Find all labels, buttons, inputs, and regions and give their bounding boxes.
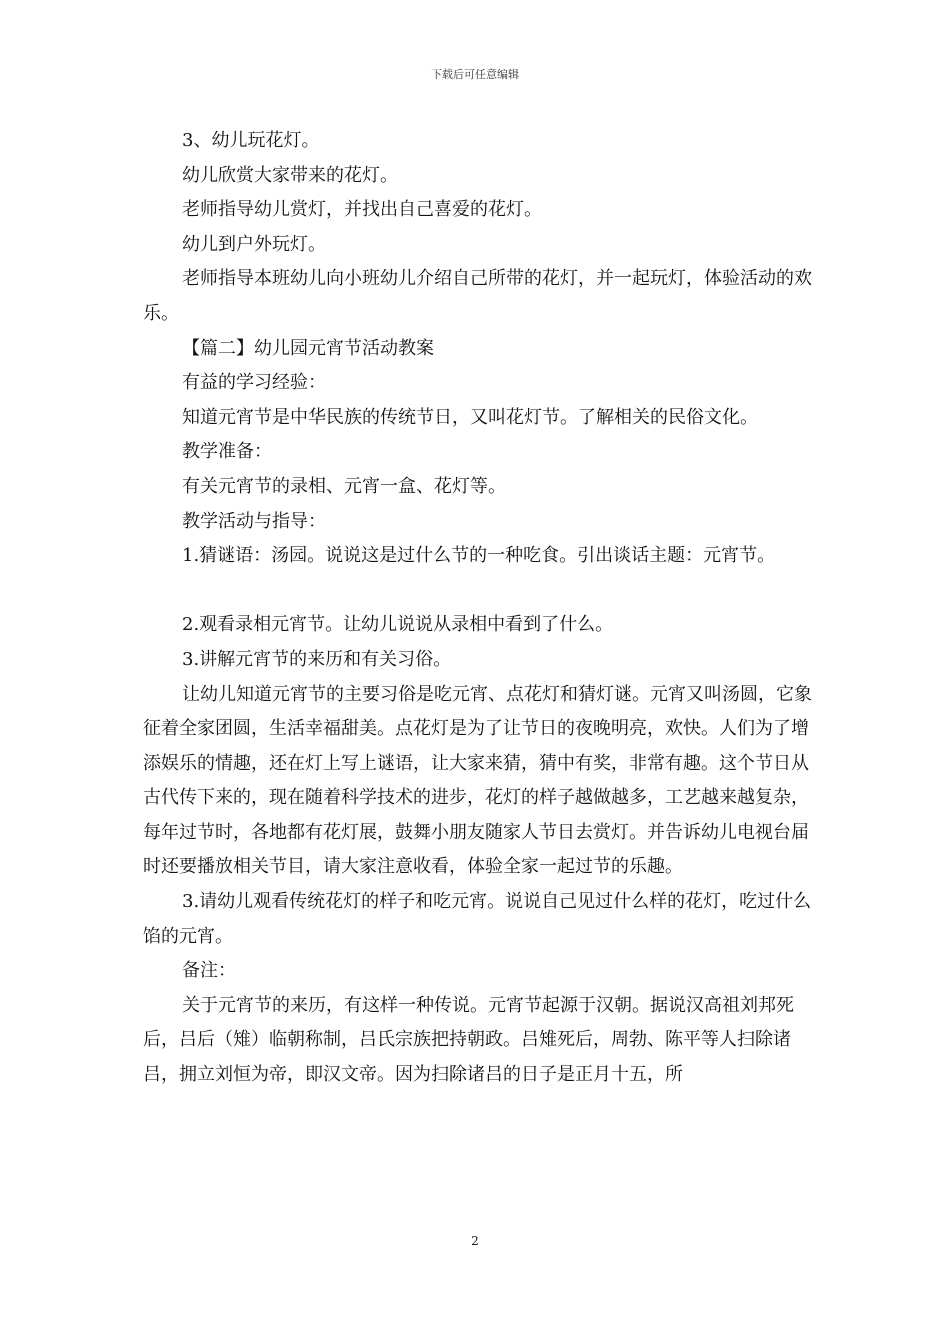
- paragraph: 幼儿到户外玩灯。: [182, 233, 326, 255]
- paragraph: 3、幼儿玩花灯。: [182, 130, 320, 151]
- paragraph: 1.猜谜语：汤园。说说这是过什么节的一种吃食。引出谈话主题：元宵节。: [182, 545, 776, 567]
- paragraph: 老师指导幼儿赏灯，并找出自己喜爱的花灯。: [182, 199, 542, 221]
- paragraph: 关于元宵节的来历，有这样一种传说。元宵节起源于汉朝。据说汉高祖刘邦死后，吕后（雉）临朝称制，吕氏宗族把持朝政。吕雉死后，周勃、陈平等人扫除诸吕，拥立刘恒为帝，即汉文帝。因为扫除诸吕的日子是正月十五，所: [143, 994, 794, 1086]
- paragraph: 3.讲解元宵节的来历和有关习俗。: [182, 648, 452, 670]
- paragraph: 有关元宵节的录相、元宵一盒、花灯等。: [182, 475, 506, 497]
- page-number: 2: [471, 1234, 479, 1248]
- paragraph: 知道元宵节是中华民族的传统节日，又叫花灯节。了解相关的民俗文化。: [182, 406, 758, 428]
- paragraph: 有益的学习经验：: [182, 372, 326, 394]
- paragraph: 备注：: [182, 960, 236, 982]
- page-header: 下载后可任意编辑: [431, 68, 519, 81]
- paragraph: 教学活动与指导：: [182, 510, 326, 532]
- paragraph: 3.请幼儿观看传统花灯的样子和吃元宵。说说自己见过什么样的花灯，吃过什么馅的元宵。: [143, 891, 812, 947]
- paragraph: 教学准备：: [182, 441, 272, 463]
- document-body: [143, 124, 823, 1093]
- section-heading: 【篇二】幼儿园元宵节活动教案: [182, 337, 434, 359]
- paragraph: 让幼儿知道元宵节的主要习俗是吃元宵、点花灯和猜灯谜。元宵又叫汤圆，它象征着全家团圆，生活幸福甜美。点花灯是为了让节日的夜晚明亮，欢快。人们为了增添娱乐的情趣，还在灯上写上谜语，让大家来猜，猜中有奖，非常有趣。这个节日从古代传下来的，现在随着科学技术的进步，花灯的样子越做越多，工艺越来越复杂，每年过节时，各地都有花灯展，鼓舞小朋友随家人节日去赏灯。并告诉幼儿电视台届时还要播放相关节目，请大家注意收看，体验全家一起过节的乐趣。: [143, 683, 812, 878]
- blank-line: [143, 574, 823, 609]
- paragraph: 幼儿欣赏大家带来的花灯。: [182, 164, 398, 186]
- paragraph: 2.观看录相元宵节。让幼儿说说从录相中看到了什么。: [182, 614, 614, 636]
- paragraph: 老师指导本班幼儿向小班幼儿介绍自己所带的花灯，并一起玩灯，体验活动的欢乐。: [143, 268, 812, 324]
